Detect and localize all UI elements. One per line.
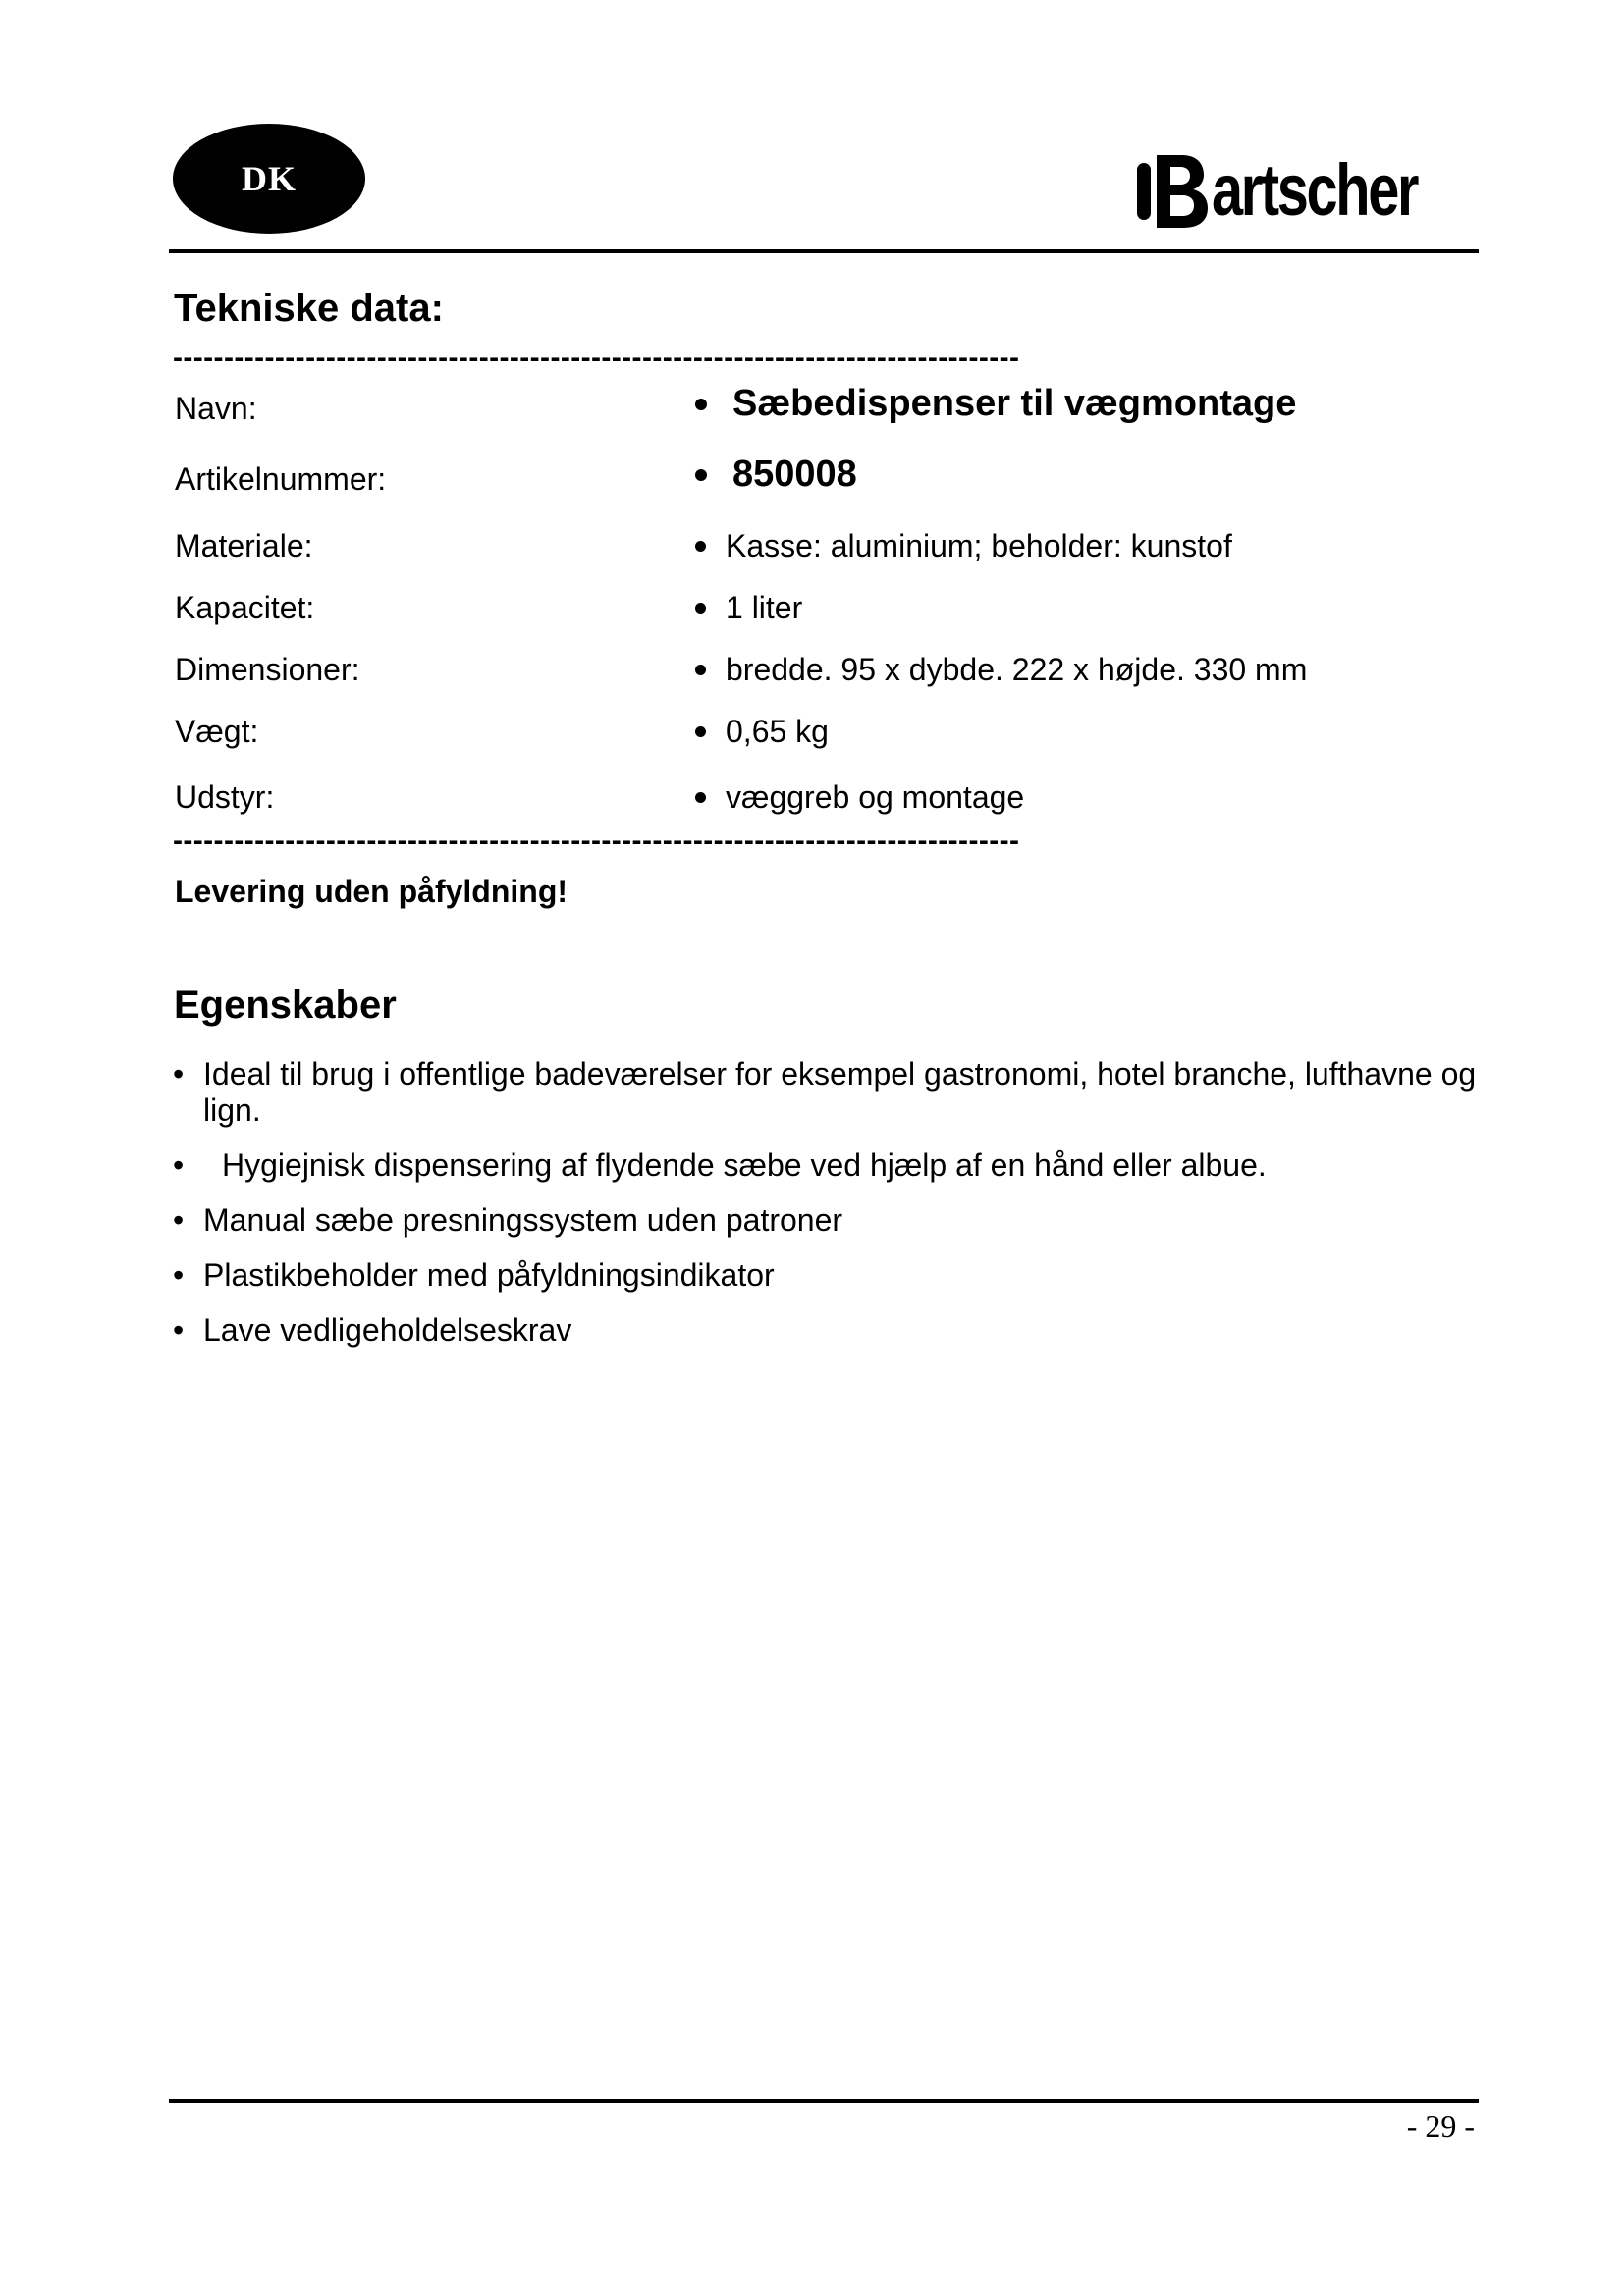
spec-value <box>695 528 1232 564</box>
feature-text: Ideal til brug i offentlige badeværelser for eksempel gastronomi, hotel branche, lufthavne og lign. <box>203 1056 1477 1128</box>
header-rule <box>169 249 1479 253</box>
bullet-icon <box>695 399 707 410</box>
bullet-icon: • <box>173 1312 185 1348</box>
spec-value-text: Sæbedispenser til vægmontage <box>732 383 1297 424</box>
bullet-icon: • <box>173 1056 185 1092</box>
spec-label: Vægt: <box>175 714 259 749</box>
spec-label: Materiale: <box>175 528 313 563</box>
logo-b-mark <box>1137 149 1210 232</box>
feature-list <box>169 1056 1504 1367</box>
list-item <box>169 1148 1504 1184</box>
list-item <box>169 1312 1504 1349</box>
spec-label: Dimensioner: <box>175 652 360 687</box>
separator-bottom: ----------------------------------------------------------------------------------- <box>173 827 1020 856</box>
bullet-icon: • <box>173 1257 185 1293</box>
list-item <box>169 1056 1504 1129</box>
bullet-icon <box>695 603 706 614</box>
spec-value-text: væggreb og montage <box>726 779 1025 815</box>
bullet-icon: • <box>173 1202 185 1238</box>
spec-value <box>695 454 857 496</box>
spec-value-text: 1 liter <box>726 590 803 625</box>
spec-value-text: bredde. 95 x dybde. 222 x højde. 330 mm <box>726 652 1308 687</box>
bullet-icon: • <box>173 1148 185 1183</box>
list-item <box>169 1257 1504 1294</box>
spec-value <box>695 779 1024 816</box>
spec-value-text: 850008 <box>732 454 857 495</box>
delivery-notice: Levering uden påfyldning! <box>175 874 568 909</box>
spec-label: Navn: <box>175 391 257 426</box>
bullet-icon <box>695 792 706 803</box>
footer-rule <box>169 2099 1479 2103</box>
language-badge <box>173 124 365 234</box>
spec-value <box>695 590 802 626</box>
features-title: Egenskaber <box>174 984 397 1027</box>
spec-label: Kapacitet: <box>175 590 315 625</box>
brand-wordmark: artscher <box>1211 149 1418 231</box>
bullet-icon <box>695 665 706 675</box>
feature-text: Plastikbeholder med påfyldningsindikator <box>203 1257 775 1293</box>
spec-value-text: 0,65 kg <box>726 714 829 749</box>
spec-label: Artikelnummer: <box>175 461 387 497</box>
feature-text: Manual sæbe presningssystem uden patroner <box>203 1202 843 1238</box>
bartscher-logo <box>1137 149 1475 232</box>
spec-value <box>695 383 1296 425</box>
language-badge-label: DK <box>242 159 297 198</box>
list-item <box>169 1202 1504 1239</box>
bullet-icon <box>695 469 707 481</box>
spec-value <box>695 652 1307 688</box>
spec-label: Udstyr: <box>175 779 275 815</box>
spec-value <box>695 714 829 750</box>
bullet-icon <box>695 726 706 737</box>
separator-top: ----------------------------------------------------------------------------------- <box>173 344 1020 373</box>
spec-value-text: Kasse: aluminium; beholder: kunstof <box>726 528 1232 563</box>
page-number: - 29 - <box>1406 2109 1475 2144</box>
feature-text: Hygiejnisk dispensering af flydende sæbe ved hjælp af en hånd eller albue. <box>222 1148 1267 1183</box>
technical-data-title: Tekniske data: <box>174 287 444 330</box>
feature-text: Lave vedligeholdelseskrav <box>203 1312 572 1348</box>
bullet-icon <box>695 541 706 552</box>
